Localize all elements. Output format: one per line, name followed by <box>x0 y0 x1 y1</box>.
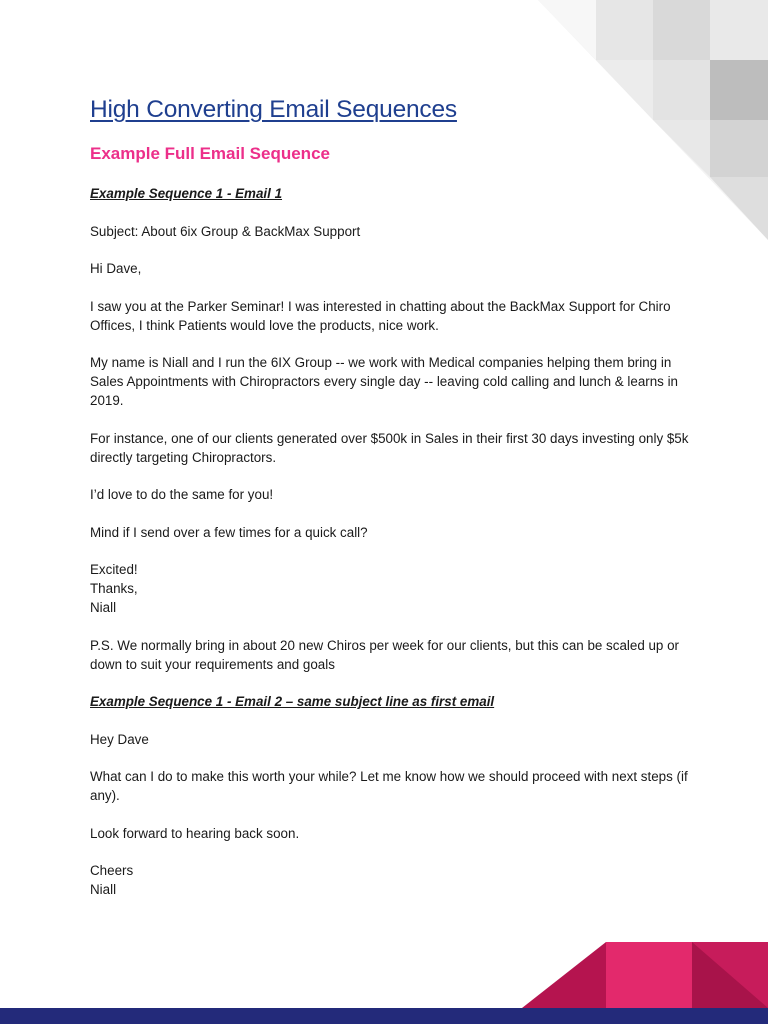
email-1-paragraph: I saw you at the Parker Seminar! I was interested in chatting about the BackMax Support for Chiro Offices, I think Patients would love the products, nice work. <box>90 298 671 333</box>
deco-pink-triangle <box>522 942 606 1008</box>
email-2-heading: Example Sequence 1 - Email 2 – same subject line as first email <box>90 694 495 709</box>
email-1-signoff: Excited! <box>90 562 138 577</box>
email-1-paragraph: Mind if I send over a few times for a quick call? <box>90 524 368 540</box>
deco-square <box>710 60 768 120</box>
email-1-paragraph: For instance, one of our clients generated over $500k in Sales in their first 30 days investing only $5k directly targeting Chiropractors. <box>90 430 689 465</box>
document-body <box>90 96 690 899</box>
footer-bar <box>0 1008 768 1024</box>
email-2-signature: Niall <box>90 882 117 897</box>
deco-square <box>710 120 768 177</box>
email-2-paragraph: Look forward to hearing back soon. <box>90 825 300 841</box>
email-1-paragraph: My name is Niall and I run the 6IX Group -- we work with Medical companies helping them bring in Sales Appointments with Chiropractors every single day -- leaving cold calling and lunch & learns in 2019. <box>90 355 679 408</box>
email-2-greeting: Hey Dave <box>90 731 149 747</box>
deco-square <box>653 0 710 60</box>
email-1-signature: Niall <box>90 600 117 615</box>
deco-square <box>710 0 768 60</box>
email-1-postscript: P.S. We normally bring in about 20 new Chiros per week for our clients, but this can be scaled up or down to suit your requirements and goals <box>90 637 680 672</box>
email-2-signoff: Cheers <box>90 863 134 878</box>
document-title: High Converting Email Sequences <box>90 96 457 123</box>
bottom-decoration <box>0 942 768 1024</box>
email-1-greeting: Hi Dave, <box>90 261 142 276</box>
deco-pink-block <box>606 942 692 1008</box>
section-subtitle: Example Full Email Sequence <box>90 144 330 163</box>
email-1-signoff: Thanks, <box>90 581 138 596</box>
email-1-heading: Example Sequence 1 - Email 1 <box>90 186 283 201</box>
deco-square <box>596 0 653 60</box>
email-1-subject: Subject: About 6ix Group & BackMax Support <box>90 223 361 239</box>
email-2-paragraph: What can I do to make this worth your while? Let me know how we should proceed with next steps (if any). <box>90 769 688 803</box>
email-1-paragraph: I’d love to do the same for you! <box>90 487 274 502</box>
